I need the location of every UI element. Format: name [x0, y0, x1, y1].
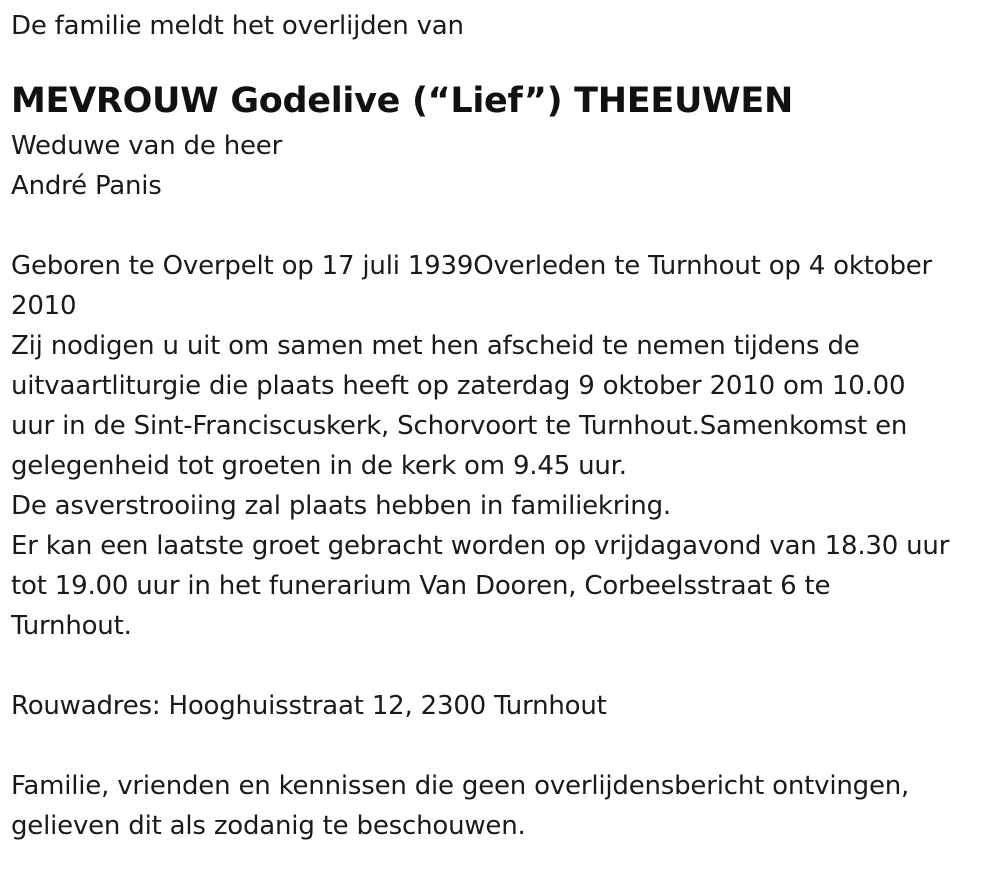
body-line: uur in de Sint-Franciscuskerk, Schorvoort te Turnhout.Samenkomst en	[11, 411, 908, 441]
spouse-line-1: Weduwe van de heer	[11, 131, 283, 161]
deceased-name: MEVROUW Godelive (“Lief”) THEEUWEN	[11, 81, 793, 121]
obituary-notice	[11, 0, 993, 846]
body-line: Er kan een laatste groet gebracht worden op vrijdagavond van 18.30 uur	[11, 531, 950, 561]
closing-line: gelieven dit als zodanig te beschouwen.	[11, 811, 526, 841]
body-line: Zij nodigen u uit om samen met hen afscheid te nemen tijdens de	[11, 331, 860, 361]
body-line: 2010	[11, 291, 77, 321]
spacer	[11, 646, 993, 686]
mourning-address: Rouwadres: Hooghuisstraat 12, 2300 Turnhout	[11, 691, 607, 721]
body-line: uitvaartliturgie die plaats heeft op zaterdag 9 oktober 2010 om 10.00	[11, 371, 906, 401]
closing-line: Familie, vrienden en kennissen die geen overlijdensbericht ontvingen,	[11, 771, 910, 801]
body-line: De asverstrooiing zal plaats hebben in familiekring.	[11, 491, 671, 521]
body-line: gelegenheid tot groeten in de kerk om 9.45 uur.	[11, 451, 627, 481]
body-line: Turnhout.	[11, 611, 132, 641]
body-line: Geboren te Overpelt op 17 juli 1939Overleden te Turnhout op 4 oktober	[11, 251, 933, 281]
closing-text	[11, 766, 993, 846]
intro-text: De familie meldt het overlijden van	[11, 11, 464, 41]
notice-body	[11, 246, 993, 646]
spacer	[11, 206, 993, 246]
spouse-line-2: André Panis	[11, 171, 162, 201]
spacer	[11, 726, 993, 766]
body-line: tot 19.00 uur in het funerarium Van Dooren, Corbeelsstraat 6 te	[11, 571, 831, 601]
